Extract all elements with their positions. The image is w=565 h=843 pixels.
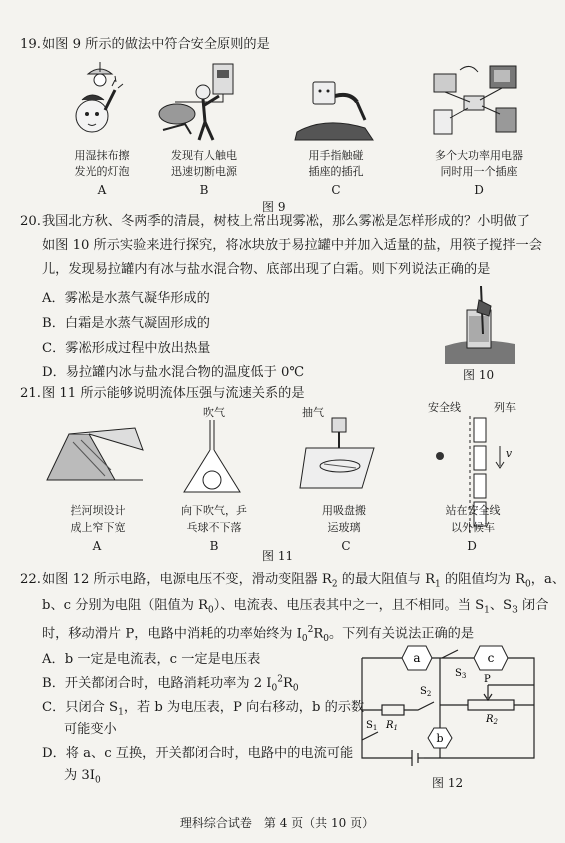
q19-figure-d (430, 62, 520, 142)
q19-caption-d2: 同时用一个插座 (440, 165, 518, 178)
q20-number: 20. (20, 214, 41, 229)
q19-caption-c1: 用手指触碰 (308, 149, 364, 162)
q21-velocity-label: v (505, 447, 513, 460)
q22-circuit-diagram (358, 640, 544, 770)
q20-option-c: C．雾凇形成过程中放出热量 (42, 341, 211, 356)
q21-caption-b1: 向下吹气，乒 (181, 504, 247, 517)
q19-figure-a (60, 60, 140, 145)
q19-letter-b: B (199, 183, 209, 197)
q21-train-label: 列车 (494, 401, 516, 414)
q22-option-c-line1: C．只闭合 $S_1$，若 b 为电压表，P 向右移动，b 的示数 (42, 700, 365, 718)
q21-caption-d1: 站在安全线 (445, 504, 501, 517)
q19-figure-c (295, 62, 375, 142)
q19-caption-d1: 多个大功率用电器 (435, 149, 523, 162)
q22-number: 22. (20, 572, 41, 587)
q21-caption-b2: 乓球不下落 (186, 521, 242, 534)
q20-line-2: 如图 10 所示实验来进行探究，将冰块放于易拉罐中并加入适量的盐，用筷子搅拌一会 (42, 238, 542, 253)
q19-number: 19. (20, 37, 41, 52)
circuit-r1-label: $R_1$ (386, 720, 398, 732)
circuit-s3-label: $S_3$ (455, 668, 467, 680)
q21-letter-b: B (209, 539, 219, 553)
figure-10-label: 图 10 (463, 368, 495, 382)
q21-caption-c1: 用吸盘搬 (322, 504, 366, 517)
q19-letter-d: D (474, 183, 484, 197)
q21-suck-label: 抽气 (302, 406, 324, 419)
q21-blow-label: 吹气 (203, 406, 225, 419)
figure-11-label: 图 11 (262, 549, 294, 563)
q21-figure-funnel (180, 420, 250, 500)
circuit-b-label: b (436, 732, 444, 745)
q19-caption-a2: 发光的灯泡 (74, 165, 130, 178)
q22-option-c-line2: 可能变小 (64, 722, 117, 737)
q20-option-b: B．白霜是水蒸气凝固形成的 (42, 316, 210, 331)
figure-12-label: 图 12 (432, 776, 464, 790)
circuit-s1-label: $S_1$ (366, 720, 378, 732)
q22-line-2: b、c 分别为电阻（阻值为 $R_0$）、电流表、电压表其中之一，且不相同。当 $S_1$、$S_3$ 闭合 (42, 598, 549, 616)
q19-stem: 如图 9 所示的做法中符合安全原则的是 (42, 37, 270, 52)
q20-option-a: A．雾凇是水蒸气凝华形成的 (42, 291, 210, 306)
q20-figure-can (445, 286, 515, 364)
q21-letter-c: C (341, 539, 351, 553)
q22-option-d-line2: 为 $3I_0$ (64, 768, 101, 786)
q19-figure-b (155, 62, 245, 142)
circuit-r2-label: $R_2$ (486, 714, 498, 726)
q19-caption-a1: 用湿抹布擦 (74, 149, 130, 162)
circuit-c-label: c (487, 651, 495, 665)
circuit-a-label: a (413, 651, 421, 665)
q21-caption-a1: 拦河坝设计 (70, 504, 126, 517)
q21-caption-a2: 成上窄下宽 (70, 521, 126, 534)
q20-line-1: 我国北方秋、冬两季的清晨，树枝上常出现雾凇，那么雾凇是怎样形成的？小明做了 (42, 214, 530, 229)
q22-option-a: A．b 一定是电流表，c 一定是电压表 (42, 652, 261, 667)
page-footer: 理科综合试卷 第 4 页（共 10 页） (179, 816, 375, 830)
q22-option-d-line1: D．将 a、c 互换，开关都闭合时，电路中的电流可能 (42, 746, 354, 761)
q22-line-1: 如图 12 所示电路，电源电压不变，滑动变阻器 $R_2$ 的最大阻值与 $R_1$ 的阻值均为 $R_0$，a、 (42, 572, 565, 590)
q19-caption-b2: 迅速切断电源 (171, 165, 237, 178)
circuit-s2-label: $S_2$ (420, 686, 432, 698)
q21-caption-c2: 运玻璃 (327, 521, 361, 534)
q19-letter-c: C (331, 183, 341, 197)
q19-caption-c2: 插座的插孔 (308, 165, 364, 178)
figure-9-label: 图 9 (262, 200, 286, 214)
q22-line-3: 时，移动滑片 P，电路中消耗的功率始终为 $I_0^2R_0$。下列有关说法正确的是 (42, 625, 475, 645)
q21-figure-suction (300, 418, 380, 503)
q19-letter-a: A (97, 183, 107, 197)
q21-safety-line-label: 安全线 (428, 401, 461, 414)
q21-letter-d: D (467, 539, 477, 553)
q21-stem: 图 11 所示能够说明流体压强与流速关系的是 (42, 386, 305, 401)
circuit-p-label: P (484, 674, 491, 685)
q20-line-3: 儿，发现易拉罐内有冰与盐水混合物、底部出现了白霜。则下列说法正确的是 (42, 262, 491, 277)
q21-figure-dam (45, 420, 145, 490)
q22-option-b: B．开关都闭合时，电路消耗功率为 2 $I_0^2R_0$ (42, 674, 299, 694)
q21-caption-d2: 以外候车 (451, 521, 495, 534)
q19-caption-b1: 发现有人触电 (171, 149, 237, 162)
q20-option-d: D．易拉罐内冰与盐水混合物的温度低于 0℃ (42, 365, 305, 380)
q21-number: 21. (20, 386, 41, 401)
q21-letter-a: A (92, 539, 102, 553)
